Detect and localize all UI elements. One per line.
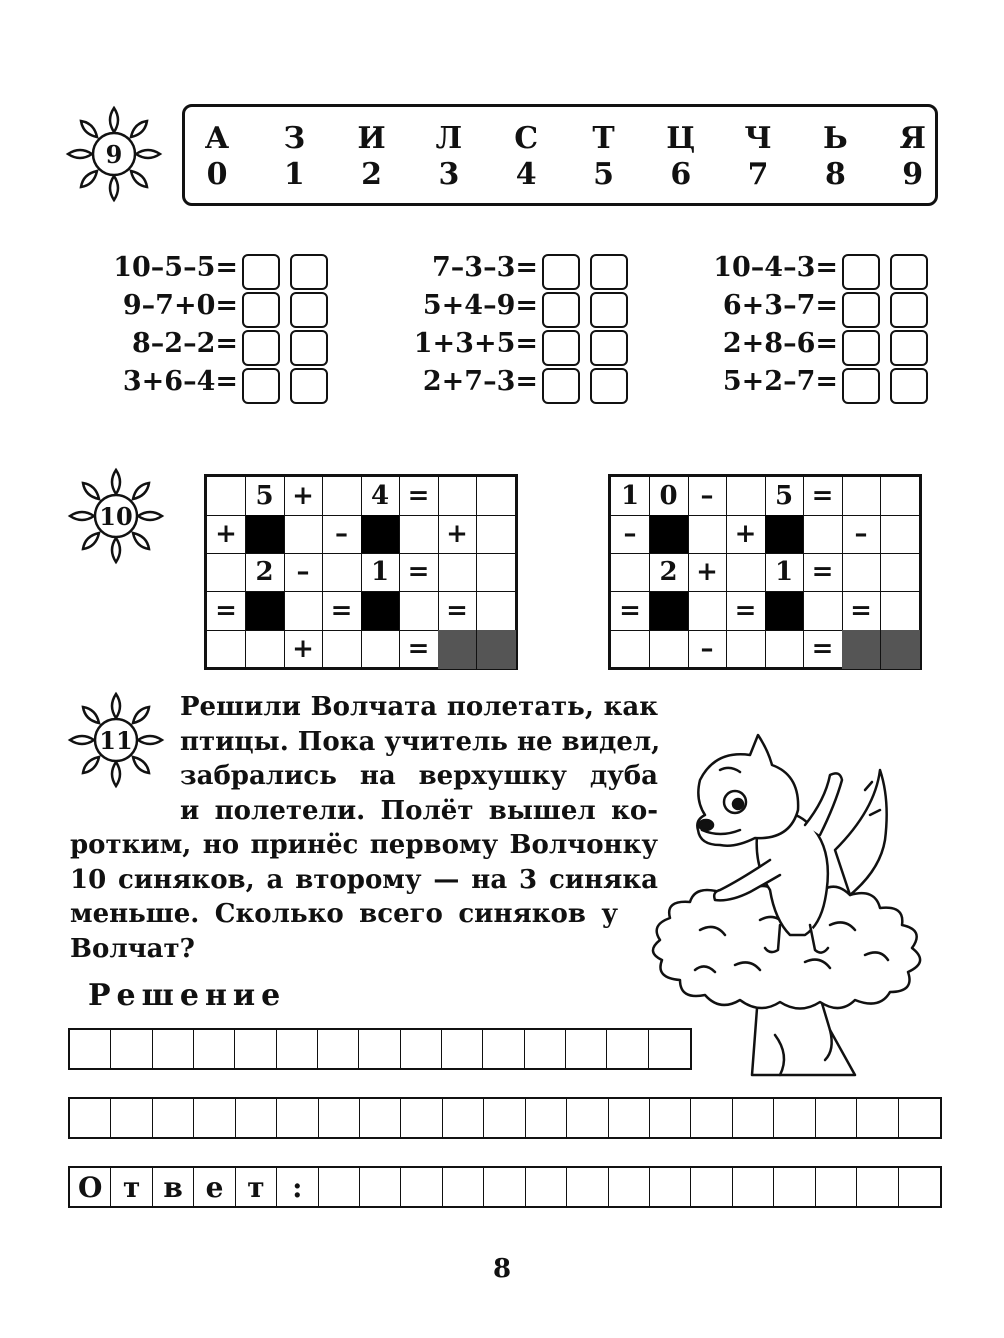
answer-letter-box[interactable] <box>542 254 580 290</box>
crossword-cell: 1 <box>765 553 804 592</box>
solution-cell[interactable] <box>360 1168 401 1206</box>
answer-label-cell: в <box>153 1168 194 1206</box>
answer-letter-box[interactable] <box>590 292 628 328</box>
solution-cell[interactable] <box>483 1030 524 1068</box>
equation: 1+3+5= <box>413 328 538 359</box>
answer-letter-box[interactable] <box>890 368 928 404</box>
equation: 7–3–3= <box>432 252 538 283</box>
solution-cell[interactable] <box>235 1030 276 1068</box>
code-digit: 2 <box>361 157 383 192</box>
solution-cell[interactable] <box>401 1030 442 1068</box>
answer-letter-box[interactable] <box>842 368 880 404</box>
solution-cell[interactable] <box>359 1030 400 1068</box>
crossword-cell: = <box>400 477 439 516</box>
crossword-cell[interactable] <box>881 553 920 592</box>
crossword-cell[interactable] <box>438 477 477 516</box>
solution-cell[interactable] <box>111 1099 152 1137</box>
solution-cell[interactable] <box>484 1099 525 1137</box>
solution-cell[interactable] <box>236 1099 277 1137</box>
solution-cell[interactable] <box>650 1168 691 1206</box>
answer-letter-box[interactable] <box>890 330 928 366</box>
equation: 10–5–5= <box>113 252 238 283</box>
problem-line: ротким, но принёс первому Волчонку <box>70 830 658 860</box>
crossword-cell <box>765 515 804 554</box>
crossword-cell: 2 <box>246 553 285 592</box>
answer-row[interactable] <box>68 1166 942 1208</box>
crossword-cell: = <box>323 592 362 631</box>
solution-cell[interactable] <box>401 1099 442 1137</box>
solution-cell[interactable] <box>484 1168 525 1206</box>
solution-cell[interactable] <box>525 1030 566 1068</box>
answer-label-cell: е <box>194 1168 235 1206</box>
crossword-cell: = <box>842 592 881 631</box>
crossword-cell: 5 <box>765 477 804 516</box>
answer-letter-box[interactable] <box>590 330 628 366</box>
crossword-cell: = <box>400 553 439 592</box>
crossword-cell: 2 <box>650 553 689 592</box>
solution-cell[interactable] <box>318 1030 359 1068</box>
answer-letter-box[interactable] <box>290 330 328 366</box>
crossword-cell[interactable] <box>727 630 766 669</box>
solution-cell[interactable] <box>857 1168 898 1206</box>
code-digit: 3 <box>438 157 460 192</box>
crossword-cell: + <box>207 515 246 554</box>
crossword-cell: = <box>727 592 766 631</box>
code-digit: 7 <box>747 157 769 192</box>
answer-letter-box[interactable] <box>242 292 280 328</box>
solution-cell[interactable] <box>733 1099 774 1137</box>
answer-letter-box[interactable] <box>242 368 280 404</box>
crossword-cell <box>438 630 477 669</box>
crossword-cell: = <box>804 477 843 516</box>
crossword-cell: 5 <box>246 477 285 516</box>
equation: 3+6–4= <box>122 366 238 397</box>
solution-cell[interactable] <box>649 1030 690 1068</box>
crossword-cell: – <box>842 515 881 554</box>
crossword-cell[interactable] <box>611 553 650 592</box>
crossword-cell[interactable] <box>477 592 516 631</box>
crossword-cell: = <box>207 592 246 631</box>
crossword-cell[interactable] <box>842 477 881 516</box>
code-letter: Т <box>592 121 615 156</box>
code-letter: А <box>204 121 230 156</box>
crossword-cell: = <box>804 630 843 669</box>
solution-cell[interactable] <box>153 1099 194 1137</box>
crossword-cell <box>361 515 400 554</box>
answer-letter-box[interactable] <box>542 368 580 404</box>
crossword-cell[interactable] <box>246 630 285 669</box>
solution-cell[interactable] <box>609 1168 650 1206</box>
crossword-cell: = <box>611 592 650 631</box>
answer-letter-box[interactable] <box>590 368 628 404</box>
solution-cell[interactable] <box>70 1099 111 1137</box>
number-crossword-1 <box>204 474 518 670</box>
solution-cell[interactable] <box>567 1168 608 1206</box>
crossword-cell <box>765 592 804 631</box>
solution-cell[interactable] <box>194 1099 235 1137</box>
crossword-cell: 4 <box>361 477 400 516</box>
code-letter: Л <box>435 121 463 156</box>
solution-cell[interactable] <box>70 1030 111 1068</box>
solution-cell[interactable] <box>277 1030 318 1068</box>
solution-cell[interactable] <box>650 1099 691 1137</box>
equation: 9–7+0= <box>122 290 238 321</box>
solution-cell[interactable] <box>319 1168 360 1206</box>
crossword-cell[interactable] <box>477 477 516 516</box>
solution-row-2[interactable] <box>68 1097 942 1139</box>
equation: 8–2–2= <box>132 328 238 359</box>
solution-cell[interactable] <box>857 1099 898 1137</box>
crossword-cell[interactable] <box>804 592 843 631</box>
crossword-cell[interactable] <box>207 477 246 516</box>
crossword-cell[interactable] <box>650 630 689 669</box>
task-9-number: 9 <box>105 139 123 169</box>
answer-label-cell: О <box>70 1168 111 1206</box>
solution-cell[interactable] <box>774 1099 815 1137</box>
code-digit: 0 <box>206 157 228 192</box>
crossword-cell[interactable] <box>765 630 804 669</box>
answer-letter-box[interactable] <box>242 330 280 366</box>
crossword-cell[interactable] <box>207 553 246 592</box>
crossword-cell[interactable] <box>323 477 362 516</box>
crossword-cell <box>477 630 516 669</box>
problem-line: Волчат? <box>70 933 195 964</box>
code-digit: 6 <box>670 157 692 192</box>
equation: 2+8–6= <box>722 328 838 359</box>
problem-line: меньше. Сколько всего синяков у <box>70 899 618 929</box>
crossword-cell: – <box>323 515 362 554</box>
code-digit: 8 <box>824 157 846 192</box>
crossword-cell: + <box>438 515 477 554</box>
crossword-cell: + <box>284 477 323 516</box>
crossword-cell[interactable] <box>323 553 362 592</box>
solution-row-1[interactable] <box>68 1028 692 1070</box>
answer-letter-box[interactable] <box>842 330 880 366</box>
solution-cell[interactable] <box>609 1099 650 1137</box>
crossword-cell[interactable] <box>881 592 920 631</box>
equation: 10–4–3= <box>713 252 838 283</box>
code-digit: 5 <box>593 157 614 192</box>
solution-cell[interactable] <box>607 1030 648 1068</box>
problem-line: забрались на верхушку дуба <box>180 761 658 791</box>
crossword-cell: = <box>804 553 843 592</box>
solution-cell[interactable] <box>691 1099 732 1137</box>
code-letter: З <box>283 121 306 156</box>
crossword-cell[interactable] <box>361 630 400 669</box>
crossword-cell[interactable] <box>727 553 766 592</box>
answer-letter-box[interactable] <box>242 254 280 290</box>
answer-label-cell: т <box>111 1168 152 1206</box>
answer-letter-box[interactable] <box>842 292 880 328</box>
solution-cell[interactable] <box>691 1168 732 1206</box>
crossword-cell <box>361 592 400 631</box>
answer-letter-box[interactable] <box>290 254 328 290</box>
solution-cell[interactable] <box>153 1030 194 1068</box>
crossword-cell[interactable] <box>477 515 516 554</box>
crossword-cell: 1 <box>361 553 400 592</box>
code-letter: С <box>514 121 539 156</box>
answer-label-cell: : <box>277 1168 318 1206</box>
crossword-cell[interactable] <box>688 515 727 554</box>
crossword-cell <box>246 592 285 631</box>
problem-line: и полетели. Полёт вышел ко- <box>180 795 658 826</box>
answer-letter-box[interactable] <box>890 292 928 328</box>
solution-cell[interactable] <box>277 1099 318 1137</box>
code-letter: И <box>357 121 386 156</box>
code-letter: Ч <box>744 121 772 156</box>
solution-cell[interactable] <box>566 1030 607 1068</box>
answer-letter-box[interactable] <box>590 254 628 290</box>
answer-letter-box[interactable] <box>290 368 328 404</box>
code-digit: 1 <box>283 157 305 192</box>
crossword-cell[interactable] <box>438 553 477 592</box>
crossword-cell[interactable] <box>400 592 439 631</box>
solution-cell[interactable] <box>443 1099 484 1137</box>
letter-code-table <box>182 104 938 206</box>
task-11-number: 11 <box>99 725 133 755</box>
page-number: 8 <box>492 1254 512 1284</box>
problem-line: 10 синяков, а второму — на 3 синяка <box>70 864 658 895</box>
crossword-cell: = <box>400 630 439 669</box>
crossword-cell[interactable] <box>727 477 766 516</box>
equation: 6+3–7= <box>722 290 838 321</box>
solution-cell[interactable] <box>816 1168 857 1206</box>
solution-cell[interactable] <box>443 1168 484 1206</box>
answer-label-cell: т <box>236 1168 277 1206</box>
code-letter: Я <box>899 121 926 156</box>
solution-cell[interactable] <box>111 1030 152 1068</box>
problem-line: Решили Волчата полетать, как <box>180 692 658 722</box>
solution-cell[interactable] <box>360 1099 401 1137</box>
equation: 2+7–3= <box>422 366 538 397</box>
crossword-cell[interactable] <box>842 553 881 592</box>
crossword-cell[interactable] <box>881 477 920 516</box>
crossword-cell: – <box>611 515 650 554</box>
crossword-cell: + <box>727 515 766 554</box>
solution-cell[interactable] <box>319 1099 360 1137</box>
code-letter: Ь <box>823 121 848 156</box>
crossword-cell: + <box>284 630 323 669</box>
solution-cell[interactable] <box>442 1030 483 1068</box>
crossword-cell[interactable] <box>881 515 920 554</box>
crossword-cell[interactable] <box>804 515 843 554</box>
answer-letter-box[interactable] <box>542 330 580 366</box>
crossword-cell: – <box>688 630 727 669</box>
crossword-cell <box>246 515 285 554</box>
code-digit: 4 <box>515 157 537 192</box>
code-letter: Ц <box>666 121 696 156</box>
crossword-cell[interactable] <box>207 630 246 669</box>
crossword-cell: 0 <box>650 477 689 516</box>
crossword-cell: 1 <box>611 477 650 516</box>
task-10-number: 10 <box>99 501 133 531</box>
problem-line: птицы. Пока учитель не видел, <box>180 726 661 757</box>
answer-letter-box[interactable] <box>290 292 328 328</box>
equation: 5+2–7= <box>722 366 838 397</box>
crossword-cell <box>881 630 920 669</box>
crossword-cell[interactable] <box>284 592 323 631</box>
equation: 5+4–9= <box>422 290 538 321</box>
solution-cell[interactable] <box>194 1030 235 1068</box>
number-crossword-2 <box>608 474 922 670</box>
solution-cell[interactable] <box>401 1168 442 1206</box>
answer-letter-box[interactable] <box>890 254 928 290</box>
crossword-cell: – <box>688 477 727 516</box>
crossword-cell[interactable] <box>284 515 323 554</box>
solution-cell[interactable] <box>899 1168 940 1206</box>
solution-cell[interactable] <box>526 1099 567 1137</box>
solution-cell[interactable] <box>816 1099 857 1137</box>
crossword-cell: = <box>438 592 477 631</box>
solution-heading: Решение <box>88 978 287 1013</box>
solution-cell[interactable] <box>733 1168 774 1206</box>
crossword-cell <box>650 592 689 631</box>
crossword-cell[interactable] <box>323 630 362 669</box>
crossword-cell <box>842 630 881 669</box>
solution-cell[interactable] <box>526 1168 567 1206</box>
solution-cell[interactable] <box>567 1099 608 1137</box>
answer-letter-box[interactable] <box>542 292 580 328</box>
crossword-cell: + <box>688 553 727 592</box>
crossword-cell[interactable] <box>611 630 650 669</box>
code-digit: 9 <box>902 157 924 192</box>
crossword-cell[interactable] <box>688 592 727 631</box>
crossword-cell <box>650 515 689 554</box>
crossword-cell[interactable] <box>477 553 516 592</box>
solution-cell[interactable] <box>774 1168 815 1206</box>
answer-letter-box[interactable] <box>842 254 880 290</box>
crossword-cell[interactable] <box>400 515 439 554</box>
solution-cell[interactable] <box>899 1099 940 1137</box>
crossword-cell: – <box>284 553 323 592</box>
